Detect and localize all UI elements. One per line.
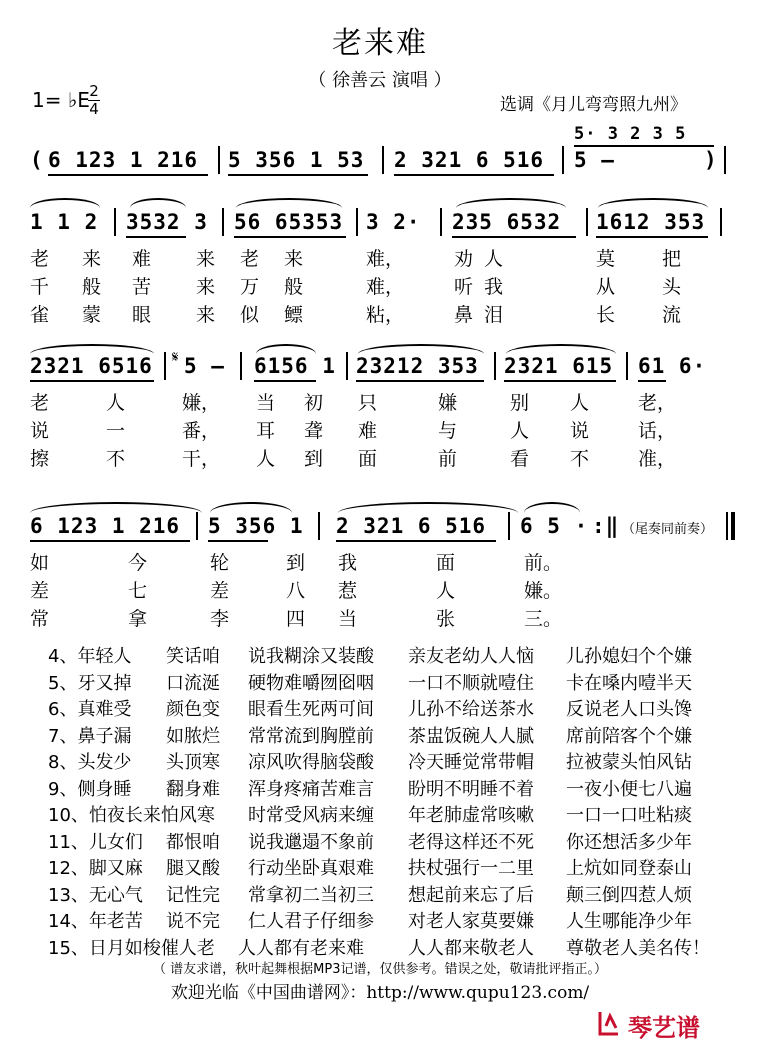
beam-underline <box>48 174 208 176</box>
verse-phrase: 仁人君子仔细参 <box>248 911 374 932</box>
lyric-char: 嫌， <box>182 392 221 414</box>
lyric-char: 听 <box>454 276 474 298</box>
lyric-char: 擦 <box>30 448 50 470</box>
measure: 2321 615 <box>504 354 614 378</box>
verse-phrase: 尊敬老人美名传！ <box>566 937 710 959</box>
lyric-char: 七 <box>128 580 148 602</box>
key-signature: 1= ♭E <box>32 88 90 112</box>
lyric-char: 难 <box>358 420 378 442</box>
segno-icon: 𝄋 <box>172 348 179 366</box>
lyric-char: 老 <box>30 392 50 414</box>
lyric-char: 番， <box>182 420 221 442</box>
slur <box>236 198 342 208</box>
lyric-line <box>0 244 760 272</box>
verse-phrase: 盼明不明睡不着 <box>408 778 534 800</box>
bar-line <box>494 352 496 380</box>
lyric-char: 眼 <box>132 304 152 326</box>
beam-underline <box>208 540 268 542</box>
bar-line <box>724 146 726 174</box>
lyric-char: 莫 <box>596 248 616 270</box>
lyric-char: 万 <box>240 276 260 298</box>
verse-phrase: 眼看生死两可间 <box>248 699 374 720</box>
lyric-char: 干， <box>182 448 221 470</box>
measure: 6156 1 <box>254 354 336 378</box>
lyric-char: 劝 <box>454 248 474 270</box>
bar-line <box>562 146 564 174</box>
verse-phrase: 11、儿女们 <box>48 831 143 853</box>
verse-phrase: 7、鼻子漏 <box>48 725 132 747</box>
slur <box>256 344 316 354</box>
bar-line <box>222 208 224 236</box>
lyric-char: 话， <box>638 420 677 442</box>
slur <box>456 198 566 208</box>
bar-line <box>196 512 198 540</box>
verse-phrase: 4、年轻人 <box>48 646 132 667</box>
measure: 6 123 1 216 <box>30 514 181 538</box>
lyric-char: 当 <box>338 608 358 630</box>
beam-underline <box>126 236 186 238</box>
verse-phrase: 人人都有老来难 <box>238 937 364 959</box>
verse-phrase: 笑话咱 <box>166 646 220 667</box>
measure: 5 356 1 53 <box>228 148 365 172</box>
lyric-char: 来 <box>82 248 102 270</box>
bar-line <box>586 208 588 236</box>
verse-phrase: 扶杖强行一二里 <box>408 858 534 879</box>
lyric-char: 看 <box>510 448 530 470</box>
verse-phrase: 硬物难嚼囫囵咽 <box>248 672 374 694</box>
lyric-char: 难 <box>132 248 152 270</box>
lyric-char: 般 <box>82 276 102 298</box>
slur <box>506 344 616 354</box>
lyric-char: 轮 <box>210 552 230 574</box>
beam-underline <box>30 540 190 542</box>
verse-phrase: 一口不顺就噎住 <box>408 672 534 694</box>
measure: 56 65353 <box>234 210 344 234</box>
lyric-char: 头 <box>662 276 682 298</box>
lyric-char: 人 <box>106 392 126 414</box>
lyric-char: 说 <box>30 420 50 442</box>
lyric-char: 如 <box>30 552 50 574</box>
measure: 6 5 · <box>520 514 589 538</box>
verse-phrase: 想起前来忘了后 <box>408 884 534 906</box>
verse-phrase: 常拿初二当初三 <box>248 884 374 906</box>
lyric-char: 不 <box>570 448 590 470</box>
verse-phrase: 颜色变 <box>166 699 220 720</box>
verse-phrase: 人生哪能净少年 <box>566 911 692 932</box>
verse-phrase: 席前陪客个个嫌 <box>566 725 692 747</box>
lyric-char: 来 <box>284 248 304 270</box>
verse-phrase: 说不完 <box>166 911 220 932</box>
lyric-char: 一 <box>106 420 126 442</box>
lyric-line <box>0 576 760 604</box>
time-numerator: 2 <box>89 82 99 100</box>
lyric-line <box>0 604 760 632</box>
measure: 23212 353 <box>356 354 479 378</box>
slur <box>30 344 154 354</box>
lyric-char: 千 <box>30 276 50 298</box>
qinyipu-logo-icon <box>596 1008 622 1038</box>
lyric-char: 面 <box>358 448 378 470</box>
lyric-char: 长 <box>596 304 616 326</box>
verse-phrase: 一夜小便七八遍 <box>566 778 692 800</box>
measure: 3 2· <box>366 210 421 234</box>
verse-phrase: 记性完 <box>166 884 220 906</box>
measure: 6 123 1 216 <box>48 148 199 172</box>
lyric-char: 别 <box>510 392 530 414</box>
lyric-char: 粘， <box>366 304 405 326</box>
lyric-char: 老， <box>638 392 677 414</box>
lyric-char: 李 <box>210 608 230 630</box>
bar-line <box>382 146 384 174</box>
bar-line <box>626 352 628 380</box>
measure: 5 356 1 <box>208 514 304 538</box>
lyric-char: 与 <box>438 420 458 442</box>
verse-phrase: 儿孙媳妇个个嫌 <box>566 646 692 667</box>
lyric-char: 常 <box>30 608 50 630</box>
verse-phrase: 颠三倒四惹人烦 <box>566 884 692 906</box>
intro-open-paren: ( <box>30 148 44 172</box>
verse-phrase: 凉风吹得脑袋酸 <box>248 752 374 773</box>
slur <box>338 502 518 513</box>
lyric-char: 初 <box>304 392 324 414</box>
lyric-char: 前。 <box>524 552 563 574</box>
lyric-char: 到 <box>304 448 324 470</box>
verse-phrase: 9、侧身睡 <box>48 778 132 800</box>
tune-source: 选调《月儿弯弯照九州》 <box>500 95 687 115</box>
page-title: 老来难 <box>332 26 428 61</box>
lyric-char: 差 <box>210 580 230 602</box>
beam-underline <box>452 236 576 238</box>
lyric-char: 人 <box>510 420 530 442</box>
verse-phrase: 14、年老苦 <box>48 911 143 932</box>
beam-underline <box>356 380 484 382</box>
measure: 2 321 6 516 <box>394 148 545 172</box>
beam-underline <box>30 380 154 382</box>
time-signature <box>88 84 100 117</box>
lyric-char: 说 <box>570 420 590 442</box>
lyric-char: 来 <box>196 304 216 326</box>
lyric-char: 泪 <box>484 304 504 326</box>
verse-phrase: 拉被蒙头怕风钻 <box>566 752 692 773</box>
verse-phrase: 10、怕夜长来怕风寒 <box>48 805 215 826</box>
bar-line <box>356 208 358 236</box>
measure: 235 6532 <box>452 210 562 234</box>
bar-line <box>440 208 442 236</box>
verse-phrase: 你还想活多少年 <box>566 831 692 853</box>
lyric-char: 蒙 <box>82 304 102 326</box>
measure: 2321 6516 <box>30 354 153 378</box>
lyric-char: 人 <box>256 448 276 470</box>
verse-phrase: 口流涎 <box>166 672 220 694</box>
lyric-char: 难， <box>366 248 405 270</box>
verse-phrase: 常常流到胸膛前 <box>248 725 374 747</box>
beam-underline <box>336 540 496 542</box>
slur <box>210 502 292 513</box>
lyric-char: 三。 <box>524 608 563 630</box>
lyric-char: 今 <box>128 552 148 574</box>
beam-underline <box>596 236 708 238</box>
verse-phrase: 12、脚又麻 <box>48 858 143 879</box>
lyric-char: 当 <box>256 392 276 414</box>
lyric-char: 来 <box>196 276 216 298</box>
bar-line <box>240 352 242 380</box>
final-bar-line <box>731 512 735 540</box>
verse-phrase: 冷天睡觉常带帽 <box>408 752 534 773</box>
verse-phrase: 5、牙又掉 <box>48 672 132 694</box>
lyric-char: 张 <box>436 608 456 630</box>
beam-underline <box>504 380 616 382</box>
lyric-char: 嫌。 <box>524 580 563 602</box>
verse-phrase: 人人都来敬老人 <box>408 937 534 959</box>
verse-phrase: 对老人家莫要嫌 <box>408 911 534 932</box>
lyric-char: 人 <box>484 248 504 270</box>
lyric-char: 难， <box>366 276 405 298</box>
lyric-char: 人 <box>570 392 590 414</box>
verse-phrase: 13、无心气 <box>48 884 143 906</box>
lyric-char: 我 <box>338 552 358 574</box>
verse-phrase: 都恨咱 <box>166 831 220 853</box>
bar-line <box>720 208 722 236</box>
footer-welcome: 欢迎光临《中国曲谱网》：http://www.qupu123.com/ <box>170 983 590 1003</box>
verse-phrase: 8、头发少 <box>48 752 132 773</box>
verse-phrase: 上炕如同登泰山 <box>566 858 692 879</box>
lyric-line <box>0 272 760 300</box>
lyric-char: 从 <box>596 276 616 298</box>
lyric-char: 我 <box>484 276 504 298</box>
verse-phrase: 年老肺虚常咳嗽 <box>408 805 534 826</box>
verse-phrase: 亲友老幼人人恼 <box>408 646 534 667</box>
lyric-char: 鳔 <box>284 304 304 326</box>
verse-phrase: 一口一口吐粘痰 <box>566 805 692 826</box>
measure: 61 6· <box>638 354 707 378</box>
footer-note: （ 谱友求谱，秋叶起舞根据MP3记谱，仅供参考。错误之处，敬请批评指正。） <box>153 962 607 977</box>
beam-underline <box>394 174 554 176</box>
bar-line <box>318 512 320 540</box>
verse-phrase: 说我邋遢不象前 <box>248 831 374 853</box>
measure: 2 321 6 516 <box>336 514 487 538</box>
verse-phrase: 浑身疼痛苦难言 <box>248 778 374 800</box>
lyric-char: 拿 <box>128 608 148 630</box>
lyric-char: 耳 <box>256 420 276 442</box>
singer-credit: （ 徐善云 演唱 ） <box>308 70 452 91</box>
ossia-measure: 5· 3 2 3 5 <box>574 124 687 144</box>
lyric-line <box>0 300 760 328</box>
lyric-char: 老 <box>240 248 260 270</box>
lyric-line <box>0 444 760 472</box>
measure: 1 1 2 <box>30 210 99 234</box>
verse-phrase: 反说老人口头馋 <box>566 699 692 720</box>
intro-close-paren: ) <box>704 148 718 172</box>
measure: 5 – <box>574 148 615 172</box>
lyric-char: 八 <box>286 580 306 602</box>
verse-phrase: 头顶寒 <box>166 752 220 773</box>
lyric-char: 准， <box>638 448 677 470</box>
verse-phrase: 儿孙不给送茶水 <box>408 699 534 720</box>
verse-phrase: 时常受风病来缠 <box>248 805 374 826</box>
lyric-char: 四 <box>286 608 306 630</box>
bar-line <box>726 512 728 540</box>
bar-line <box>164 352 166 380</box>
verse-phrase: 茶盅饭碗人人腻 <box>408 725 534 747</box>
outro-note: （尾奏同前奏） <box>622 522 714 537</box>
measure: 5 – <box>184 354 225 378</box>
site-logo: 琴艺谱 <box>628 1014 700 1042</box>
verse-phrase: 6、真难受 <box>48 699 132 720</box>
lyric-char: 差 <box>30 580 50 602</box>
bar-line <box>346 352 348 380</box>
lyric-char: 人 <box>436 580 456 602</box>
lyric-char: 聋 <box>304 420 324 442</box>
lyric-char: 不 <box>106 448 126 470</box>
slur <box>130 198 186 208</box>
lyric-char: 把 <box>662 248 682 270</box>
measure: 3532 3 <box>126 210 208 234</box>
lyric-char: 似 <box>240 304 260 326</box>
lyric-char: 面 <box>436 552 456 574</box>
bar-line <box>218 146 220 174</box>
lyric-char: 来 <box>196 248 216 270</box>
verse-phrase: 行动坐卧真艰难 <box>248 858 374 879</box>
lyric-char: 惹 <box>338 580 358 602</box>
lyric-char: 老 <box>30 248 50 270</box>
beam-underline <box>234 236 346 238</box>
slur <box>358 344 484 354</box>
lyric-char: 鼻 <box>454 304 474 326</box>
slur <box>524 502 580 513</box>
lyric-char: 到 <box>286 552 306 574</box>
lyric-line <box>0 548 760 576</box>
verse-phrase: 15、日月如梭催人老 <box>48 937 215 959</box>
slur <box>30 198 100 208</box>
repeat-sign: :‖ <box>592 514 620 538</box>
bar-line <box>508 512 510 540</box>
verse-phrase: 卡在嗓内噎半天 <box>566 672 692 694</box>
verse-phrase: 翻身难 <box>166 778 220 800</box>
verse-phrase: 说我糊涂又装酸 <box>248 646 374 667</box>
lyric-char: 嫌 <box>438 392 458 414</box>
lyric-char: 前 <box>438 448 458 470</box>
verse-phrase: 腿又酸 <box>166 858 220 879</box>
beam-underline <box>254 380 316 382</box>
verse-phrase: 老得这样还不死 <box>408 831 534 853</box>
time-denominator: 4 <box>89 100 99 118</box>
lyric-char: 流 <box>662 304 682 326</box>
slur <box>598 198 708 208</box>
measure: 1612 353 <box>596 210 706 234</box>
verse-phrase: 如脓烂 <box>166 725 220 747</box>
lyric-char: 雀 <box>30 304 50 326</box>
lyric-char: 般 <box>284 276 304 298</box>
ossia-underline <box>574 145 714 147</box>
beam-underline <box>228 174 368 176</box>
lyric-char: 苦 <box>132 276 152 298</box>
slur <box>30 502 202 513</box>
lyric-line <box>0 388 760 416</box>
beam-underline <box>638 380 666 382</box>
lyric-char: 只 <box>358 392 378 414</box>
lyric-line <box>0 416 760 444</box>
bar-line <box>114 208 116 236</box>
